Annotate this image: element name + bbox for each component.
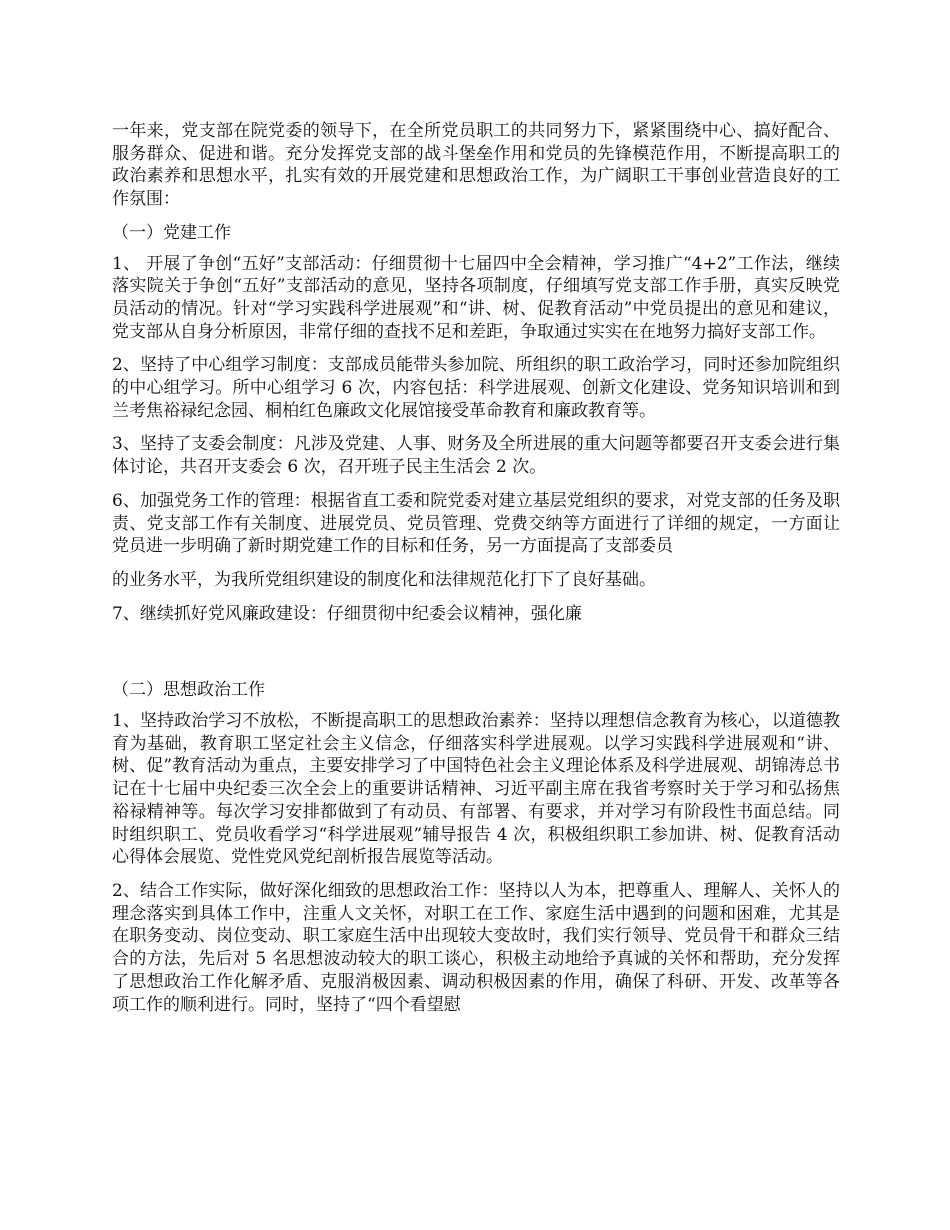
document-page: [112, 120, 840, 1027]
section-heading-party-building: （一）党建工作: [112, 222, 231, 243]
paragraph-continuation: 的业务水平，为我所党组织建设的制度化和法律规范化打下了良好基础。: [112, 569, 656, 590]
intro-paragraph: 一年来，党支部在院党委的领导下，在全所党员职工的共同努力下，紧紧围绕中心、搞好配合、服务群众、促进和谐。充分发挥党支部的战斗堡垒作用和党员的先锋模范作用，不断提高职工的政治素养和思想水平，扎实有效的开展党建和思想政治工作，为广阔职工干事创业营造良好的工作氛围：: [112, 121, 840, 210]
paragraph-item: 1、 开展了争创“五好”支部活动：仔细贯彻十七届四中全会精神，学习推广“4+2”工作法，继续落实院关于争创“五好”支部活动的意见，坚持各项制度，仔细填写党支部工作手册，真实反映党员活动的情况。针对“学习实践科学进展观”和“讲、树、促教育活动”中党员提出的意见和建议，党支部从自身分析原因，非常仔细的查找不足和差距，争取通过实实在在地努力搞好支部工作。: [112, 253, 840, 342]
paragraph-item: 1、坚持政治学习不放松，不断提高职工的思想政治素养：坚持以理想信念教育为核心，以道德教育为基础，教育职工坚定社会主义信念，仔细落实科学进展观。以学习实践科学进展观和“讲、树、促”教育活动为重点，主要安排学习了中国特色社会主义理论体系及科学进展观、胡锦涛总书记在十七届中央纪委三次全会上的重要讲话精神、习近平副主席在我省考察时关于学习和弘扬焦裕禄精神等。每次学习安排都做到了有动员、有部署、有要求，并对学习有阶段性书面总结。同时组织职工、党员收看学习“科学进展观”辅导报告 4 次，积极组织职工参加讲、树、促教育活动心得体会展览、党性党风党纪剖析报告展览等活动。: [112, 711, 840, 868]
paragraph-item: 3、坚持了支委会制度：凡涉及党建、人事、财务及全所进展的重大问题等都要召开支委会进行集体讨论，共召开支委会 6 次，召开班子民主生活会 2 次。: [112, 434, 840, 478]
paragraph-item: 7、继续抓好党风廉政建设：仔细贯彻中纪委会议精神，强化廉: [112, 603, 582, 624]
paragraph-item: 2、结合工作实际，做好深化细致的思想政治工作：坚持以人为本，把尊重人、理解人、关怀人的理念落实到具体工作中，注重人文关怀，对职工在工作、家庭生活中遇到的问题和困难，尤其是在职务变动、岗位变动、职工家庭生活中出现较大变故时，我们实行领导、党员骨干和群众三结合的方法，先后对 5 名思想波动较大的职工谈心，积极主动地给予真诚的关怀和帮助，充分发挥了思想政治工作化解矛盾、克服消极因素、调动积极因素的作用，确保了科研、开发、改革等各项工作的顺利进行。同时，坚持了“四个看望慰: [112, 880, 840, 1015]
paragraph-item: 2、坚持了中心组学习制度：支部成员能带头参加院、所组织的职工政治学习，同时还参加院组织的中心组学习。所中心组学习 6 次，内容包括：科学进展观、创新文化建设、党务知识培训和到兰考焦裕禄纪念园、桐柏红色廉政文化展馆接受革命教育和廉政教育等。: [112, 355, 840, 421]
paragraph-item: 6、加强党务工作的管理：根据省直工委和院党委对建立基层党组织的要求，对党支部的任务及职责、党支部工作有关制度、进展党员、党员管理、党费交纳等方面进行了详细的规定，一方面让党员进一步明确了新时期党建工作的目标和任务，另一方面提高了支部委员: [112, 490, 840, 557]
section-heading-ideological-work: （二）思想政治工作: [112, 680, 265, 701]
